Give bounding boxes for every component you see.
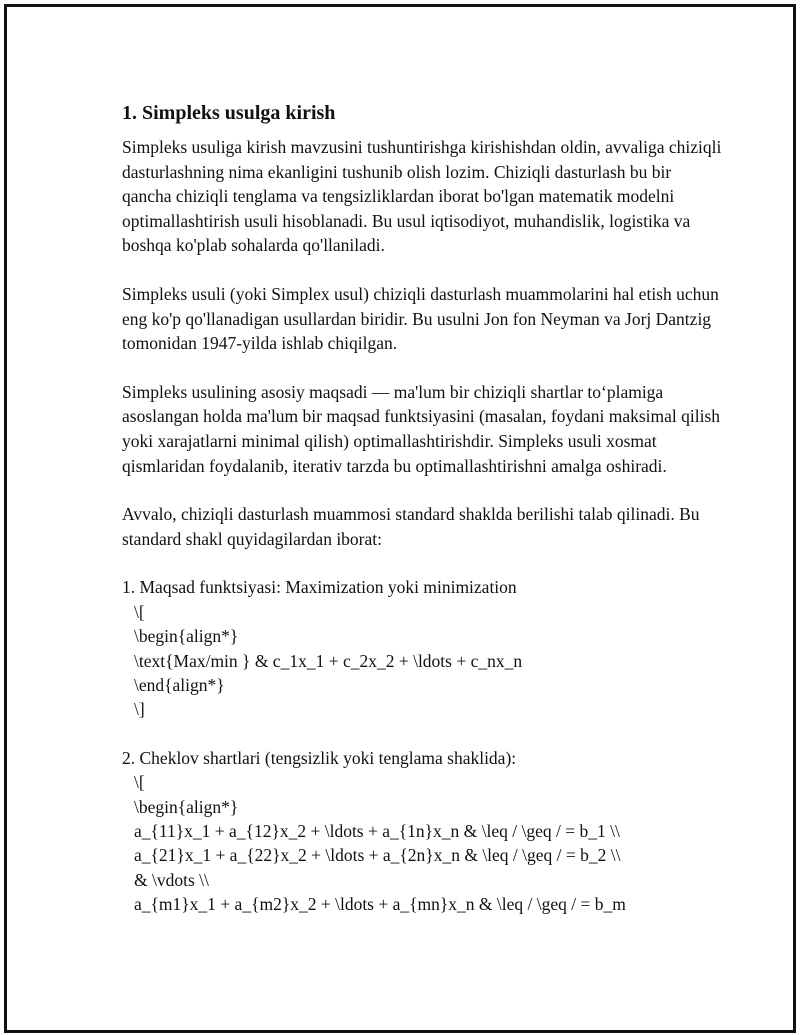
- standard-form-paragraph: Avvalo, chiziqli dasturlash muammosi standard shaklda berilishi talab qilinadi. Bu standard shakl quyidagilardan iborat:: [122, 504, 700, 549]
- section-heading: 1. Simpleks usulga kirish: [122, 102, 336, 124]
- simplex-goal-paragraph: Simpleks usulining asosiy maqsadi — ma'lum bir chiziqli shartlar to‘plamiga asoslangan holda ma'lum bir maqsad funktsiyasini (masalan, foydani maksimal qilish yoki xarajatlarni minimal qilish) optimallashtirishdir. Simpleks usuli xosmat qismlaridan foydalanib, iterativ tarzda bu optimallashtirishni amalga oshiradi.: [122, 381, 721, 476]
- constraints-latex-line: a_{11}x_1 + a_{12}x_2 + \ldots + a_{1n}x_n & \leq / \geq / = b_1 \\: [134, 820, 620, 841]
- intro-paragraph: Simpleks usuliga kirish mavzusini tushuntirishga kirishishdan oldin, avvaliga chiziqli dasturlashning nima ekanligini tushunib olish lozim. Chiziqli dasturlash bu bir qancha chiziqli tenglama va tengsizliklardan iborat bo'lgan matematik modelni optimallashtirish usuli hisoblanadi. Bu usul iqtisodiyot, muhandislik, logistika va boshqa ko'plab sohalarda qo'llaniladi.: [122, 137, 722, 256]
- document-page: [4, 4, 796, 1033]
- objective-latex-line: \end{align*}: [134, 674, 225, 695]
- constraints-item: [122, 746, 722, 917]
- simplex-history-paragraph: Simpleks usuli (yoki Simplex usul) chiziqli dasturlash muammolarini hal etish uchun eng ko'p qo'llanadigan usullardan biridir. Bu usulni Jon fon Neyman va Jorj Dantzig tomonidan 1947-yilda ishlab chiqilgan.: [122, 283, 719, 354]
- constraints-latex-line: \[: [134, 772, 145, 793]
- objective-latex-line: \[: [134, 601, 145, 622]
- objective-latex-line: \begin{align*}: [134, 626, 239, 647]
- constraints-latex-line: a_{m1}x_1 + a_{m2}x_2 + \ldots + a_{mn}x_n & \leq / \geq / = b_m: [134, 894, 626, 915]
- objective-function-item: [122, 575, 722, 721]
- constraints-latex-line: a_{21}x_1 + a_{22}x_2 + \ldots + a_{2n}x_n & \leq / \geq / = b_2 \\: [134, 845, 621, 866]
- document-content: [122, 99, 722, 941]
- constraints-latex-line: & \vdots \\: [134, 869, 209, 890]
- constraints-title: 2. Cheklov shartlari (tengsizlik yoki tenglama shaklida):: [122, 747, 517, 768]
- objective-latex-line: \]: [134, 699, 145, 720]
- objective-function-title: 1. Maqsad funktsiyasi: Maximization yoki minimization: [122, 577, 517, 598]
- objective-latex-line: \text{Max/min } & c_1x_1 + c_2x_2 + \ldots + c_nx_n: [134, 650, 523, 671]
- constraints-latex-line: \begin{align*}: [134, 796, 239, 817]
